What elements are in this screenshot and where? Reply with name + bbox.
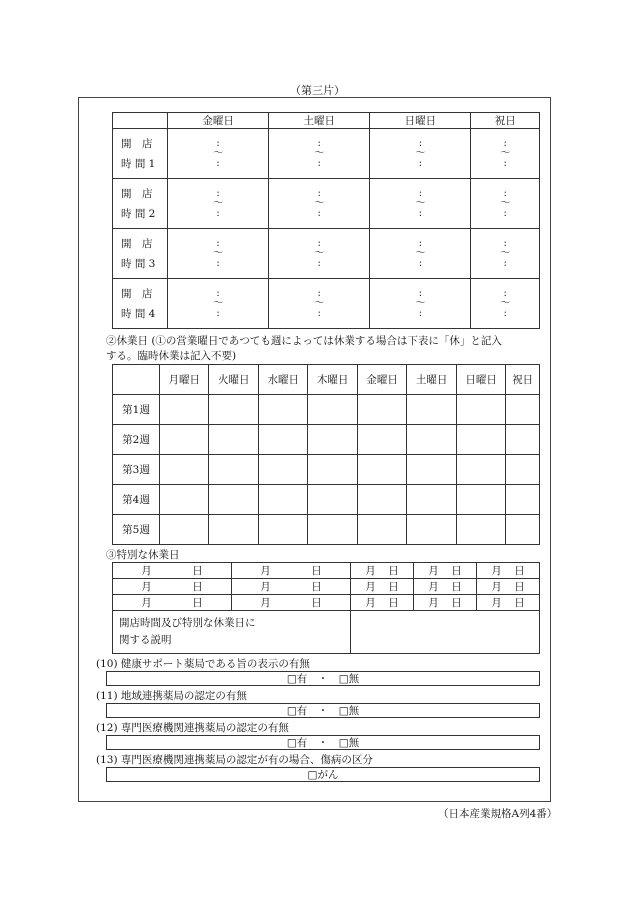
- holiday-cell[interactable]: [506, 395, 540, 425]
- time-range-cell[interactable]: : 〜 :: [269, 129, 370, 179]
- holiday-cell[interactable]: [209, 395, 258, 425]
- date-cell[interactable]: 月 日: [413, 563, 476, 579]
- day-header: 木曜日: [308, 365, 357, 395]
- holiday-cell[interactable]: [456, 395, 505, 425]
- holiday-heading-line2: する。臨時休業は記入不要): [106, 350, 237, 362]
- corner-cell: [113, 365, 160, 395]
- item-11-checkbox-field[interactable]: □有 ・ □無: [106, 703, 540, 718]
- day-header: 金曜日: [168, 113, 269, 129]
- day-header: 日曜日: [456, 365, 505, 395]
- item-11-heading: (11) 地域連携薬局の認定の有無: [96, 690, 247, 702]
- holiday-cell[interactable]: [456, 455, 505, 485]
- holiday-cell[interactable]: [160, 485, 209, 515]
- day-header: 火曜日: [209, 365, 258, 395]
- opening-hours-table: [112, 112, 540, 329]
- table-row: [113, 455, 540, 485]
- holiday-cell[interactable]: [407, 425, 456, 455]
- special-holidays-heading: ③特別な休業日: [106, 549, 180, 561]
- table-row: [113, 425, 540, 455]
- table-row: [113, 395, 540, 425]
- holiday-cell[interactable]: [258, 515, 307, 545]
- item-12-checkbox-field[interactable]: □有 ・ □無: [106, 735, 540, 750]
- holiday-cell[interactable]: [308, 485, 357, 515]
- item-13-checkbox-field[interactable]: □がん: [106, 767, 540, 782]
- holiday-cell[interactable]: [258, 485, 307, 515]
- time-range-cell[interactable]: : 〜 :: [370, 229, 471, 279]
- time-range-cell[interactable]: : 〜 :: [471, 229, 540, 279]
- holiday-cell[interactable]: [506, 515, 540, 545]
- date-cell[interactable]: 月 日: [113, 579, 232, 595]
- holiday-cell[interactable]: [308, 455, 357, 485]
- time-range-cell[interactable]: : 〜 :: [471, 129, 540, 179]
- corner-cell: [113, 113, 168, 129]
- holiday-cell[interactable]: [209, 515, 258, 545]
- holiday-cell[interactable]: [407, 485, 456, 515]
- holiday-cell[interactable]: [308, 515, 357, 545]
- hours-row-label: 開 店 時 間 4: [113, 279, 168, 329]
- week-label: 第1週: [113, 395, 160, 425]
- table-row: [113, 611, 540, 654]
- explanation-label: 開店時間及び特別な休業日に 関する説明: [113, 611, 351, 654]
- week-label: 第5週: [113, 515, 160, 545]
- item-10-heading: (10) 健康サポート薬局である旨の表示の有無: [96, 658, 310, 670]
- day-header: 水曜日: [258, 365, 307, 395]
- date-cell[interactable]: 月 日: [113, 563, 232, 579]
- time-range-cell[interactable]: : 〜 :: [370, 129, 471, 179]
- hours-row-label: 開 店 時 間 3: [113, 229, 168, 279]
- day-header: 祝日: [506, 365, 540, 395]
- item-10-checkbox-field[interactable]: □有 ・ □無: [106, 671, 540, 686]
- holiday-cell[interactable]: [407, 515, 456, 545]
- day-header: 月曜日: [160, 365, 209, 395]
- holiday-cell[interactable]: [160, 455, 209, 485]
- table-row: [113, 485, 540, 515]
- holiday-cell[interactable]: [456, 515, 505, 545]
- time-range-cell[interactable]: : 〜 :: [370, 179, 471, 229]
- holiday-cell[interactable]: [357, 395, 406, 425]
- time-range-cell[interactable]: : 〜 :: [269, 229, 370, 279]
- date-cell[interactable]: 月 日: [476, 563, 539, 579]
- holiday-heading-line1: ②休業日 (①の営業曜日であつても週によっては休業する場合は下表に「休」と記入: [106, 335, 502, 347]
- date-cell[interactable]: 月 日: [350, 563, 413, 579]
- explanation-field[interactable]: [350, 611, 539, 654]
- holiday-cell[interactable]: [160, 515, 209, 545]
- time-range-cell[interactable]: : 〜 :: [269, 279, 370, 329]
- time-range-cell[interactable]: : 〜 :: [168, 179, 269, 229]
- holiday-cell[interactable]: [506, 455, 540, 485]
- hours-row-label: 開 店 時 間 1: [113, 129, 168, 179]
- holiday-cell[interactable]: [160, 395, 209, 425]
- week-label: 第2週: [113, 425, 160, 455]
- holiday-cell[interactable]: [258, 455, 307, 485]
- time-range-cell[interactable]: : 〜 :: [471, 179, 540, 229]
- hours-row-label: 開 店 時 間 2: [113, 179, 168, 229]
- holiday-cell[interactable]: [456, 425, 505, 455]
- holiday-cell[interactable]: [357, 515, 406, 545]
- date-cell[interactable]: 月 日: [476, 595, 539, 611]
- table-row: [113, 515, 540, 545]
- holiday-cell[interactable]: [160, 425, 209, 455]
- footer-note: （日本産業規格A列4番）: [438, 808, 558, 820]
- date-cell[interactable]: 月 日: [476, 579, 539, 595]
- holiday-cell[interactable]: [456, 485, 505, 515]
- holiday-cell[interactable]: [357, 455, 406, 485]
- date-cell[interactable]: 月 日: [113, 595, 232, 611]
- holiday-cell[interactable]: [258, 425, 307, 455]
- day-header: 土曜日: [269, 113, 370, 129]
- date-cell[interactable]: 月 日: [231, 595, 350, 611]
- week-label: 第4週: [113, 485, 160, 515]
- holiday-cell[interactable]: [357, 425, 406, 455]
- time-range-cell[interactable]: : 〜 :: [168, 279, 269, 329]
- table-row: [113, 563, 540, 579]
- time-range-cell[interactable]: : 〜 :: [471, 279, 540, 329]
- table-row: [113, 595, 540, 611]
- time-range-cell[interactable]: : 〜 :: [370, 279, 471, 329]
- holiday-cell[interactable]: [407, 455, 456, 485]
- date-cell[interactable]: 月 日: [231, 579, 350, 595]
- holiday-cell[interactable]: [209, 455, 258, 485]
- time-range-cell[interactable]: : 〜 :: [168, 129, 269, 179]
- holiday-cell[interactable]: [209, 425, 258, 455]
- holiday-cell[interactable]: [407, 395, 456, 425]
- date-cell[interactable]: 月 日: [350, 579, 413, 595]
- time-range-cell[interactable]: : 〜 :: [269, 179, 370, 229]
- date-cell[interactable]: 月 日: [231, 563, 350, 579]
- holiday-cell[interactable]: [209, 485, 258, 515]
- date-cell[interactable]: 月 日: [413, 579, 476, 595]
- day-header: 日曜日: [370, 113, 471, 129]
- date-cell[interactable]: 月 日: [350, 595, 413, 611]
- table-row: [113, 579, 540, 595]
- day-header: 金曜日: [357, 365, 406, 395]
- week-label: 第3週: [113, 455, 160, 485]
- holiday-cell[interactable]: [357, 485, 406, 515]
- special-holidays-table: [112, 562, 540, 654]
- weekly-holiday-table: [112, 364, 540, 545]
- holiday-cell[interactable]: [506, 425, 540, 455]
- holiday-cell[interactable]: [506, 485, 540, 515]
- date-cell[interactable]: 月 日: [413, 595, 476, 611]
- day-header: 土曜日: [407, 365, 456, 395]
- page-title: （第三片）: [290, 84, 345, 97]
- item-12-heading: (12) 専門医療機関連携薬局の認定の有無: [96, 722, 289, 734]
- holiday-cell[interactable]: [308, 395, 357, 425]
- holiday-cell[interactable]: [258, 395, 307, 425]
- time-range-cell[interactable]: : 〜 :: [168, 229, 269, 279]
- holiday-cell[interactable]: [308, 425, 357, 455]
- day-header: 祝日: [471, 113, 540, 129]
- item-13-heading: (13) 専門医療機関連携薬局の認定が有の場合、傷病の区分: [96, 754, 373, 766]
